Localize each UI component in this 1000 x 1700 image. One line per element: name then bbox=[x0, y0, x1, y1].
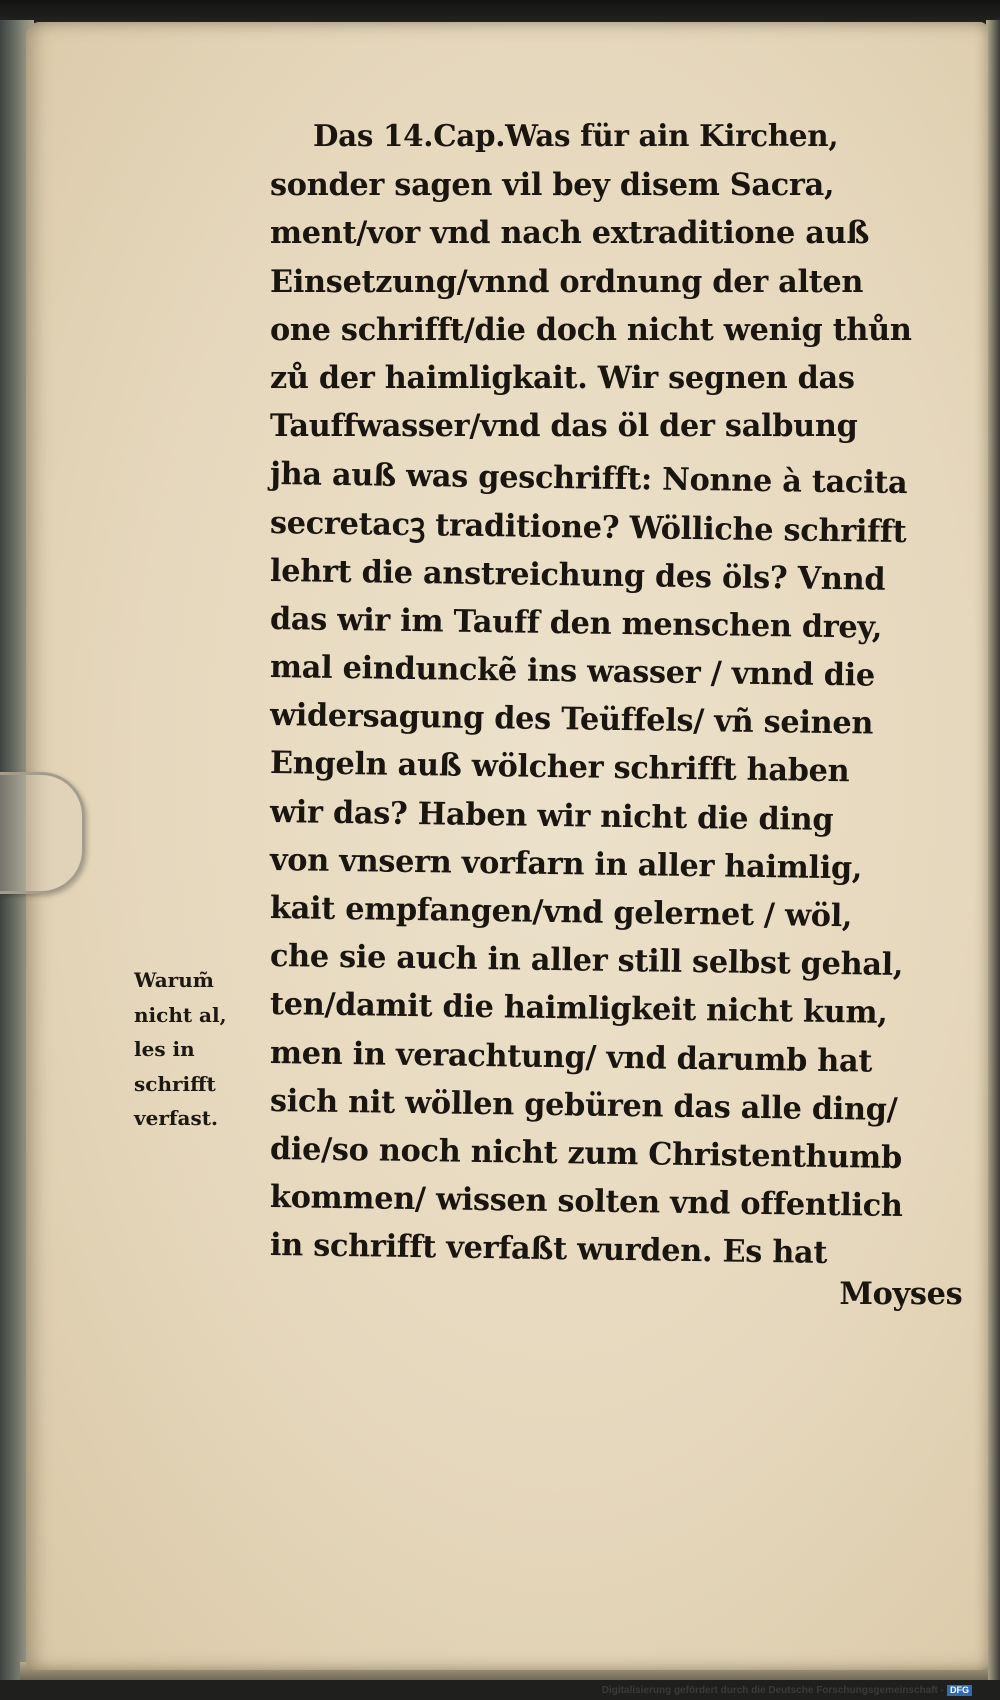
text-line: sich nit wöllen gebüren das alle ding/ bbox=[269, 1082, 898, 1128]
text-line: che sie auch in aller still selbst gehal, bbox=[269, 938, 904, 984]
margin-note-line: schrifft bbox=[134, 1071, 216, 1096]
margin-note-line: Warum̃ bbox=[134, 968, 214, 992]
text-line: widersagung des Teüffels/ vñ seinen bbox=[269, 697, 874, 742]
text-line: zů der haimligkait. Wir segnen das bbox=[270, 359, 855, 396]
page-edge-right bbox=[986, 20, 1000, 1680]
text-line: kait empfangen/vnd gelernet / wöl, bbox=[269, 890, 853, 935]
text-line: ten/damit die haimligkeit nicht kum, bbox=[269, 986, 888, 1032]
credit-text: Digitalisierung gefördert durch die Deutsche Forschungsgemeinschaft - bbox=[601, 1685, 944, 1696]
page-body-text bbox=[270, 113, 986, 1318]
running-head: Das 14.Cap.Was für ain Kirchen, bbox=[313, 119, 839, 154]
text-line: sonder sagen vil bey disem Sacra, bbox=[270, 167, 835, 204]
text-line: in schrifft verfaßt wurden. Es hat bbox=[269, 1227, 828, 1272]
text-line: ment/vor vnd nach extraditione auß bbox=[270, 215, 870, 252]
bookmark-tab bbox=[0, 772, 85, 894]
text-line: mal eindunckẽ ins wasser / vnnd die bbox=[269, 649, 876, 694]
text-line: wir das? Haben wir nicht die ding bbox=[269, 793, 834, 838]
catchword: Moyses bbox=[839, 1275, 963, 1312]
text-line: secretacꝫ traditione? Wölliche schrifft bbox=[269, 504, 907, 550]
text-line: men in verachtung/ vnd darumb hat bbox=[269, 1034, 873, 1080]
text-line: die/so noch nicht zum Christenthumb bbox=[269, 1130, 903, 1176]
digitization-credit bbox=[602, 1685, 972, 1696]
text-line: Tauffwasser/vnd das öl der salbung bbox=[270, 408, 858, 445]
text-line: das wir im Tauff den menschen drey, bbox=[269, 600, 883, 646]
dfg-logo: DFG bbox=[947, 1685, 972, 1696]
text-line: lehrt die anstreichung des öls? Vnnd bbox=[269, 552, 886, 598]
text-line: von vnsern vorfarn in aller haimlig, bbox=[269, 841, 863, 887]
text-line: one schrifft/die doch nicht wenig thůn bbox=[270, 311, 912, 348]
text-line: jha auß was geschrifft: Nonne à tacita bbox=[269, 456, 908, 502]
text-line: Engeln auß wölcher schrifft haben bbox=[269, 745, 850, 790]
margin-note-line: verfast. bbox=[134, 1106, 218, 1130]
margin-note-line: nicht al, bbox=[134, 1002, 227, 1027]
margin-note-line: les in bbox=[134, 1037, 195, 1061]
text-line: Einsetzung/vnnd ordnung der alten bbox=[270, 263, 864, 300]
text-line: kommen/ wissen solten vnd offentlich bbox=[269, 1179, 903, 1225]
margin-note bbox=[134, 963, 254, 1136]
